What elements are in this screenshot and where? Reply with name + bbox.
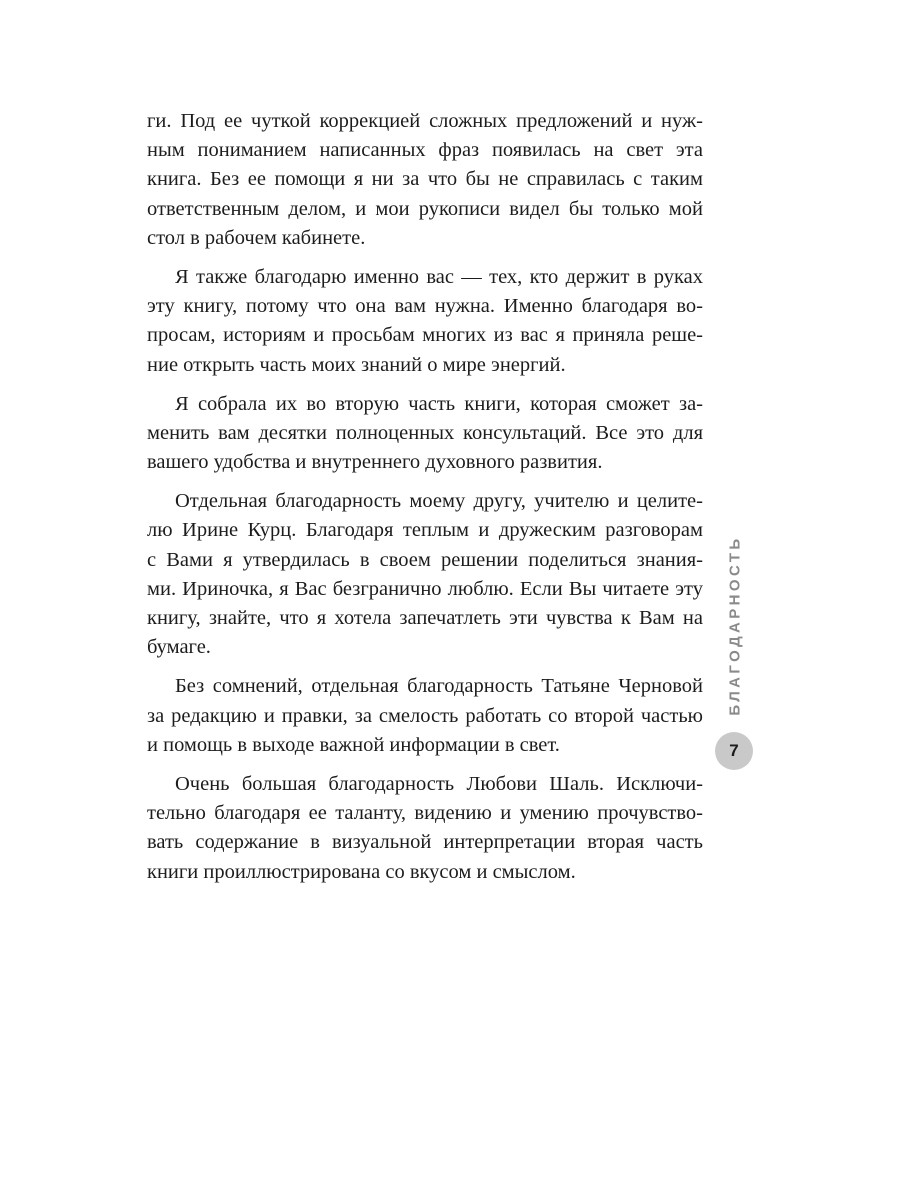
text-line: лю Ирине Курц. Благодаря теплым и дружеским разговорам bbox=[147, 519, 703, 542]
text-line: стол в рабочем кабинете. bbox=[147, 226, 366, 249]
text-line: Без сомнений, отдельная благодарность Татьяне Черновой bbox=[175, 675, 703, 698]
text-line: книга. Без ее помощи я ни за что бы не справилась с таким bbox=[147, 168, 703, 191]
paragraph-4 bbox=[147, 487, 703, 662]
text-line: ми. Ириночка, я Вас безгранично люблю. Если Вы читаете эту bbox=[147, 577, 703, 600]
text-line: вать содержание в визуальной интерпретации вторая часть bbox=[147, 831, 703, 854]
text-line: за редакцию и правки, за смелость работать со второй частью bbox=[147, 704, 703, 727]
text-line: просам, историям и просьбам многих из вас я приняла реше- bbox=[147, 324, 703, 347]
text-line: Я также благодарю именно вас — тех, кто держит в руках bbox=[175, 265, 703, 288]
text-line: ги. Под ее чуткой коррекцией сложных предложений и нуж- bbox=[147, 110, 703, 132]
paragraph-5 bbox=[147, 672, 703, 760]
paragraph-2 bbox=[147, 263, 703, 380]
page-number-badge: 7 bbox=[715, 732, 753, 770]
paragraph-6 bbox=[147, 770, 703, 887]
text-line: Очень большая благодарность Любови Шаль. Исключи- bbox=[175, 772, 703, 795]
text-line: эту книгу, потому что она вам нужна. Именно благодаря во- bbox=[147, 295, 703, 318]
text-line: ответственным делом, и мои рукописи видел бы только мой bbox=[147, 197, 703, 220]
text-line: Отдельная благодарность моему другу, учителю и целите- bbox=[175, 490, 703, 513]
body-text bbox=[147, 107, 703, 897]
text-line: книгу, знайте, что я хотела запечатлеть эти чувства к Вам на bbox=[147, 607, 703, 629]
text-line: с Вами я утвердилась в своем решении поделиться знания- bbox=[147, 548, 703, 571]
running-section-title bbox=[718, 534, 752, 716]
text-line: бумаге. bbox=[147, 636, 211, 659]
text-line: ние открыть часть моих знаний о мире энергий. bbox=[147, 353, 566, 376]
section-title-text: БЛАГОДАРНОСТЬ bbox=[726, 534, 744, 716]
text-line: ным пониманием написанных фраз появилась на свет эта bbox=[147, 139, 703, 162]
paragraph-3 bbox=[147, 390, 703, 478]
text-line: тельно благодаря ее таланту, видению и умению прочувство- bbox=[147, 802, 703, 825]
paragraph-1 bbox=[147, 107, 703, 253]
text-line: менить вам десятки полноценных консультаций. Все это для bbox=[147, 421, 703, 444]
text-line: Я собрала их во вторую часть книги, которая сможет за- bbox=[175, 392, 703, 415]
text-line: книги проиллюстрирована со вкусом и смыслом. bbox=[147, 860, 576, 883]
text-line: и помощь в выходе важной информации в свет. bbox=[147, 733, 560, 756]
text-line: вашего удобства и внутреннего духовного развития. bbox=[147, 451, 603, 474]
